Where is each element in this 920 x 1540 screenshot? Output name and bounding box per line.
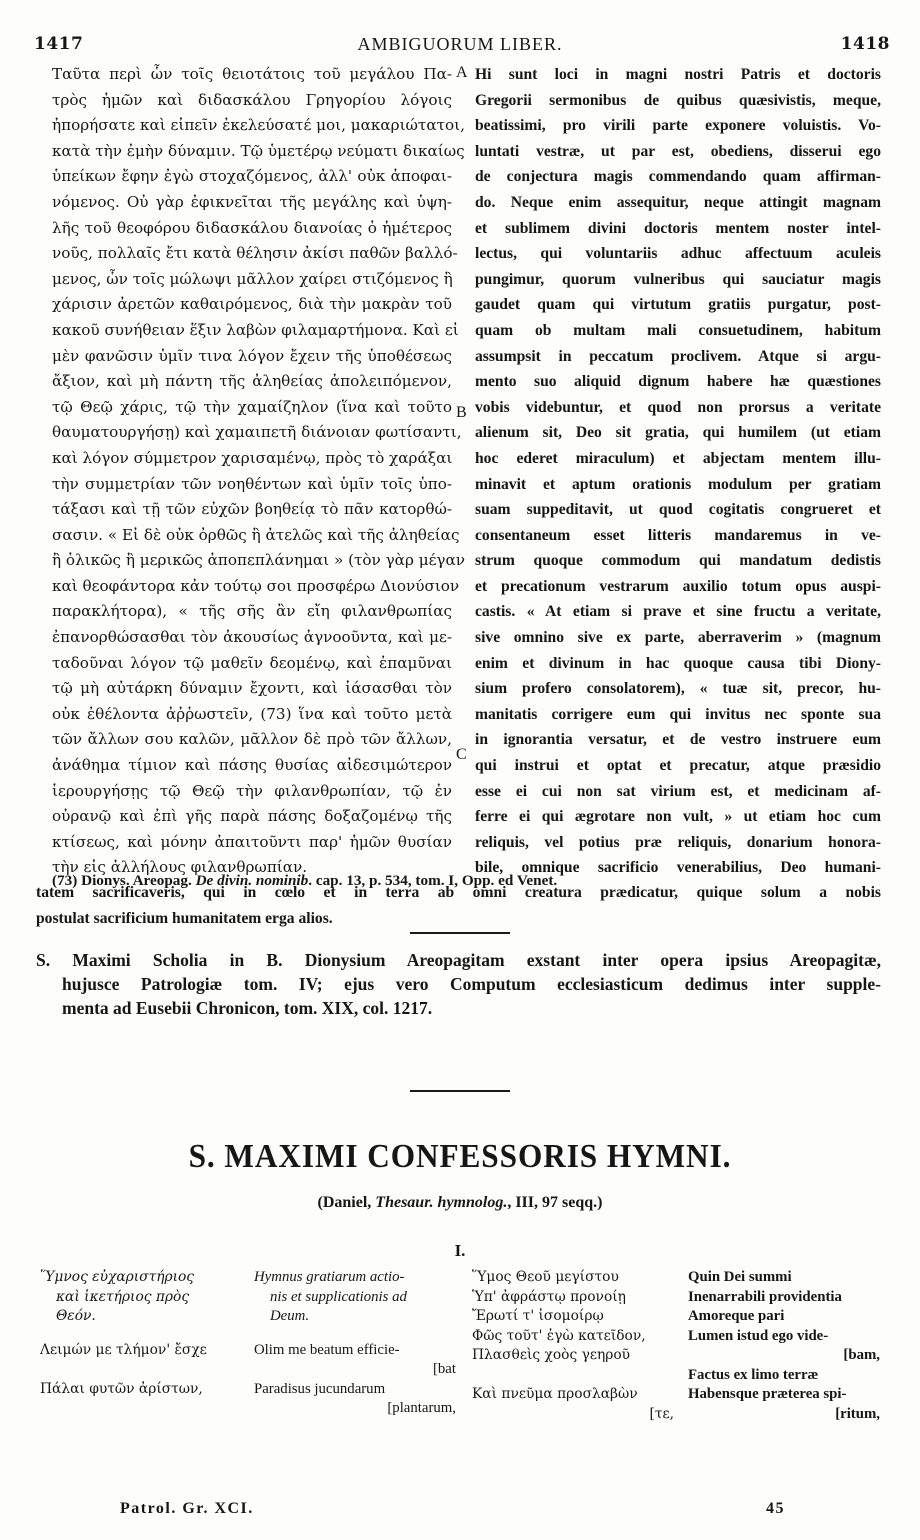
margin-mark-c: C: [456, 746, 467, 763]
greek-line: χάρισιν ἀρετῶν καθαιρόμενος, διὰ τὴν μακρὰν τοῦ: [52, 295, 452, 314]
latin-line: hoc ederet miraculum) et abjectam mentem illu-: [475, 449, 881, 467]
continuation-line: postulat sacrificium humanitatem erga alios.: [36, 909, 333, 927]
greek-line: ἠπορήσατε καὶ εἰπεῖν ἐκελεύσατέ μοι, μακαριώτατοι,: [52, 116, 465, 135]
hymn-title-line: Hymnus gratiarum actio-: [254, 1269, 405, 1285]
hymn-verse-line: Ὑπ' ἀφράστῳ προνοίῃ: [472, 1288, 626, 1305]
latin-line: sive omnino sive ex parte, aberraverim » (magnum: [475, 629, 881, 647]
hymn-greek-title-column: [40, 1268, 250, 1399]
hymn-verse-line: Amoreque pari: [688, 1308, 785, 1324]
scholia-line: hujusce Patrologiæ tom. IV; ejus vero Computum ecclesiasticum dedimus inter supple-: [62, 974, 881, 994]
hymn-verse-line: Λειμών με τλήμον' ἔσχε: [40, 1341, 207, 1358]
hymn-verse-continuation: [bat: [432, 1361, 456, 1377]
latin-line: sium profero consolatorem), « tuæ sit, precor, hu-: [475, 680, 881, 698]
source-prefix: (Daniel,: [317, 1194, 376, 1211]
latin-line: consentaneum esset litteris mandaremus in ve-: [475, 526, 881, 544]
hymn-verse-line: Quin Dei summi: [688, 1269, 792, 1285]
greek-line: κακοῦ συνήθειαν ἕξιν λαβὼν φιλαμαρτήμονα. Καὶ εἰ: [52, 320, 459, 339]
hymn-greek-verse-column: [472, 1268, 682, 1424]
footnote-prefix: (73) Dionys. Areopag.: [52, 872, 196, 889]
greek-line: ἐπανορθώσασθαι τὸν ἀκουσίως ἀγνοοῦντα, καὶ με-: [52, 628, 452, 647]
greek-line: παρακλήτορα), « τῆς σῆς ἂν εἴη φιλανθρωπίας: [52, 602, 452, 621]
greek-line: ἄξιον, καὶ μὴ πάντη τῆς ἀληθείας ἀπολειπόμενον,: [52, 372, 452, 391]
footnote: [52, 872, 557, 890]
latin-line: et precationum vestrarum auxilio totum opus auspi-: [475, 577, 881, 595]
latin-line: beatissimi, pro virili parte exponere voluistis. Vo-: [475, 117, 881, 135]
hymn-title-line: καὶ ἱκετήριος πρὸς: [56, 1288, 190, 1305]
greek-line: κτίσεως, καὶ μόνην ἀπαιτοῦντι παρ' ἡμῶν θυσίαν: [52, 832, 452, 851]
greek-line: τῷ Θεῷ χάρις, τῷ τὴν χαμαίζηλον (ἵνα καὶ τοῦτο: [52, 397, 452, 416]
latin-line: alienum sit, Deo sit gratia, qui humilem (ut etiam: [475, 424, 881, 442]
hymn-verse-line: Πάλαι φυτῶν ἀρίστων,: [40, 1380, 203, 1397]
footer-signature: 45: [766, 1500, 785, 1517]
greek-line: καὶ λόγον σύμμετρον χαρισαμένῳ, πρὸς τὸ χαράξαι: [52, 448, 453, 467]
greek-line: λῆς τοῦ θεοφόρου διδασκάλου διανοίας ὁ ἡμέτερος: [52, 218, 452, 237]
greek-line: νόμενος. Οὐ γὰρ ἐφικνεῖται τῆς μεγάλης καὶ ὑψη-: [52, 192, 452, 211]
latin-line: et sublimem divini doctoris mentem noster intel-: [475, 219, 881, 237]
hymn-verse-continuation: [bam,: [843, 1347, 880, 1363]
greek-line: ἢ ὁλικῶς ἢ μερικῶς ἀποπεπλάνημαι » (τὸν γὰρ μέγαν: [52, 551, 465, 570]
greek-text-column: [52, 62, 465, 881]
hymn-verse-line: Πλασθεὶς χοὸς γεηροῦ: [472, 1347, 631, 1363]
scholia-notice: [36, 948, 881, 1020]
greek-line: τάξασι καὶ τῇ τῶν εὐχῶν βοηθείᾳ τὸ πᾶν κατορθώ-: [52, 500, 452, 519]
hymn-verse-line: Habensque præterea spi-: [688, 1386, 847, 1402]
latin-line: qui instrui et optat et precatur, atque præsidio: [475, 757, 881, 775]
greek-line: ἱερουργήσῃς τῷ Θεῷ τὴν φιλανθρωπίαν, τῷ ἐν: [52, 781, 452, 800]
hymn-verse-continuation: [plantarum,: [387, 1400, 456, 1416]
continuation-line: tatem sacrificaveris, qui in cœlo et in terra ab omni creatura prædicatur, quique solum a nobis: [36, 884, 881, 901]
hymn-verse-line: Ἔρωτί τ' ἰσομοίρῳ: [472, 1308, 604, 1324]
footer-volume: Patrol. Gr. XCI.: [120, 1500, 254, 1517]
greek-line: τὴν εἰς ἀλλήλους φιλανθρωπίαν.: [52, 858, 308, 877]
hymn-title-line: nis et supplicationis ad: [270, 1288, 407, 1305]
greek-line: νοῦς, πολλαῖς ἔτι κατὰ θέλησιν ἀκίσι παθῶν βαλλό-: [52, 244, 458, 263]
greek-line: σασιν. « Εἰ δὲ οὐκ ὀρθῶς ἢ ἀτελῶς καὶ τῆς ἀληθείας: [52, 525, 460, 544]
latin-line: castis. « At etiam si prave et sine fructu a veritate,: [475, 603, 881, 621]
latin-line: do. Neque enim assequitur, neque attingit magnam: [475, 193, 881, 211]
left-page-number: 1417: [34, 34, 84, 54]
greek-line: καὶ θεοφάντορα κἀν τούτῳ σοι προσφέρω Διονύσιον: [52, 576, 460, 595]
latin-line: manitatis corrigere eum qui invitus nec sponte sua: [475, 705, 881, 723]
hymn-verse-continuation: [τε,: [649, 1405, 674, 1422]
latin-line: vobis videbuntur, et quod non prorsus a veritate: [475, 398, 881, 416]
latin-line: minavit et aptum orationis modulum per gratiam: [475, 475, 881, 493]
footnote-suffix: . cap. 13, p. 534, tom. I, Opp. ed Venet.: [308, 872, 558, 889]
margin-mark-a: A: [456, 64, 468, 81]
hymn-verse-line: Factus ex limo terræ: [688, 1366, 819, 1383]
source-work: Thesaur. hymnolog.: [375, 1194, 508, 1211]
latin-text-column: [475, 62, 881, 881]
greek-line: τὴν συμμετρίαν τῶν νοηθέντων καὶ ὑμῖν τοῖς ὑπο-: [52, 474, 452, 493]
hymn-verse-continuation: [ritum,: [835, 1405, 880, 1422]
latin-line: esse ei cui non sat virium est, et medicinam af-: [475, 782, 881, 800]
hymns-title: S. MAXIMI CONFESSORIS HYMNI.: [188, 1138, 732, 1175]
greek-line: οὐκ ἐθέλοντα ἀῤῥωστεῖν, (73) ἵνα καὶ τοῦτο μετὰ: [52, 704, 452, 723]
section-divider: [410, 932, 510, 934]
greek-line: κατὰ τὴν ἐμὴν δύναμιν. Τῷ ὑμετέρῳ νεύματι δικαίως: [52, 141, 465, 160]
hymn-title-line: Deum.: [270, 1308, 310, 1324]
greek-line: τρὸς ἡμῶν καὶ διδασκάλου Γρηγορίου λόγοις: [52, 90, 452, 109]
hymn-number: I.: [454, 1241, 466, 1260]
hymn-verse-line: Καὶ πνεῦμα προσλαβὼν: [472, 1386, 638, 1402]
greek-line: τῶν ἄλλων σου καλῶν, μᾶλλον δὲ πρὸ τῶν ἄλλων,: [52, 730, 452, 749]
hymn-verse-line: Lumen istud ego vide-: [688, 1327, 829, 1344]
latin-line: strum quoque commodum qui mandatum dedistis: [475, 552, 881, 570]
latin-line: suam suppeditavit, ut quod cogitatis congrueret et: [475, 501, 881, 519]
latin-line: reliquis, vel potius præ reliquis, donarium honora-: [475, 833, 881, 851]
latin-line: pungimur, quorum vulneribus qui sauciatur magis: [475, 270, 881, 288]
hymn-verse-line: Ὕμος Θεοῦ μεγίστου: [472, 1269, 619, 1285]
greek-line: ἀνάθημα τίμιον καὶ πάσης θυσίας αἰδεσιμώτερον: [52, 756, 452, 775]
latin-line: lectus, qui voluntariis adhuc affectuum aculeis: [475, 245, 881, 263]
hymn-latin-title-column: [254, 1268, 464, 1419]
hymn-verse-line: Inenarrabili providentia: [688, 1288, 842, 1305]
latin-line: mento suo aliquid dignum habere hæ quæstiones: [475, 373, 881, 391]
margin-mark-b: B: [456, 404, 467, 421]
greek-line: τῷ μὴ αὐτάρκη δύναμιν ἔχοντι, καὶ ἰάσασθαι τὸν: [52, 679, 452, 698]
greek-line: Ταῦτα περὶ ὧν τοῖς θειοτάτοις τοῦ μεγάλου Πα-: [52, 65, 452, 83]
latin-line: assumpsit in peccatum proclivem. Atque si argu-: [475, 347, 881, 365]
hymn-title-line: Ὕμνος εὐχαριστήριος: [40, 1269, 195, 1285]
latin-line: Hi sunt loci in magni nostri Patris et doctoris: [475, 66, 881, 83]
scholia-line: S. Maximi Scholia in B. Dionysium Areopagitam exstant inter opera ipsius Areopagitæ,: [36, 950, 881, 970]
hymn-title-line: Θεόν.: [56, 1308, 96, 1324]
latin-line: bile, omnique sacrificio venerabilius, Deo humani-: [475, 859, 881, 877]
hymn-latin-verse-column: [688, 1268, 888, 1424]
hymn-verse-line: Paradisus jucundarum: [254, 1380, 386, 1397]
greek-line: οὐρανῷ καὶ ἐπὶ γῆς παρὰ πάσης δοξαζομένῳ τῆς: [52, 807, 452, 826]
latin-line: in ignorantia versatur, et de vestro instruere eum: [475, 731, 881, 749]
footnote-work: De divin. nominib: [195, 872, 309, 889]
greek-line: θαυματουργήσῃ) καὶ χαμαιπετῆ διάνοιαν φωτίσαντι,: [52, 423, 462, 442]
greek-line: μενος, ὧν τοῖς μώλωψι μᾶλλον χαίρει στιζόμενος ἢ: [52, 269, 453, 288]
latin-line: ferre ei qui ægrotare non vult, » ut etiam hoc cum: [475, 808, 881, 826]
scholia-line: menta ad Eusebii Chronicon, tom. XIX, col. 1217.: [62, 998, 433, 1018]
greek-line: ταδοῦναι λόγον τῷ μαθεῖν δεομένῳ, καὶ ἐπαμῦναι: [52, 653, 452, 672]
hymn-verse-line: Olim me beatum efficie-: [254, 1341, 400, 1358]
greek-line: μὲν φανῶσιν ὑμῖν τινα λόγον ἔχειν τῆς ὑποθέσεως: [52, 346, 452, 365]
latin-line: gaudet quam qui virtutum gratiis purgatur, post-: [475, 296, 881, 314]
section-divider: [410, 1090, 510, 1092]
greek-line: ὑπείκων ἔφην ἐγὼ στοχαζόμενος, ἀλλ' οὐκ ἀποφαι-: [52, 167, 452, 186]
latin-line: de conjectura magis commendando quam affirman-: [475, 168, 881, 186]
source-suffix: , III, 97 seqq.): [507, 1194, 603, 1211]
right-page-number: 1418: [840, 34, 890, 54]
running-title: AMBIGUORUM LIBER.: [357, 34, 563, 54]
hymn-verse-line: Φῶς τοῦτ' ἐγὼ κατεῖδον,: [472, 1327, 646, 1344]
latin-line: Gregorii sermonibus de quibus quæsivistis, meque,: [475, 91, 881, 109]
hymns-source: [0, 1194, 920, 1212]
latin-line: quam ob multam mali consuetudinem, habitum: [475, 321, 881, 339]
latin-line: luntati vestræ, ut par est, obediens, disserui ego: [475, 142, 881, 160]
latin-line: enim et divinum in hac quoque causa tibi Diony-: [475, 654, 881, 672]
